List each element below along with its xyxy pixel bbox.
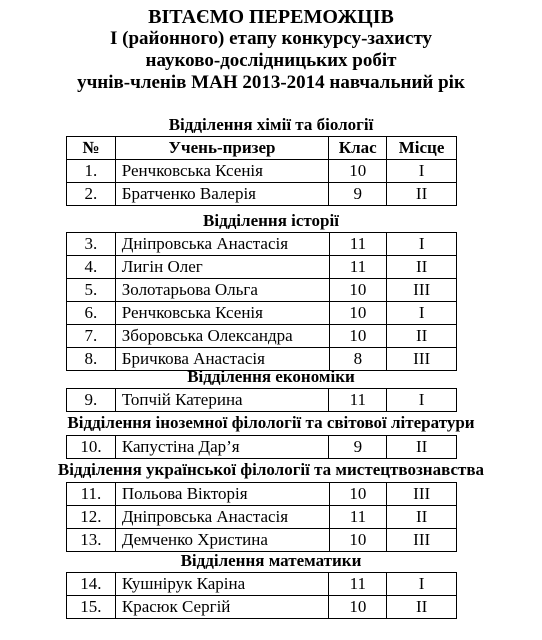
row-number: 1. [67, 160, 116, 183]
student-name: Ренчковська Ксенія [115, 302, 329, 325]
student-name: Лигін Олег [115, 256, 329, 279]
student-place: I [387, 302, 457, 325]
student-class: 9 [329, 183, 387, 206]
student-place: I [387, 573, 457, 596]
row-number: 15. [67, 596, 116, 619]
table-row [67, 596, 457, 619]
row-number: 6. [67, 302, 116, 325]
table-row [67, 573, 457, 596]
student-name: Братченко Валерія [115, 183, 329, 206]
row-number: 10. [67, 436, 116, 459]
student-place: II [387, 183, 457, 206]
results-table [66, 572, 457, 619]
student-name: Капустіна Дар’я [115, 436, 329, 459]
column-header-place: Місце [387, 137, 457, 160]
row-number: 11. [67, 483, 116, 506]
row-number: 12. [67, 506, 116, 529]
table-header-row [67, 137, 457, 160]
student-class: 11 [329, 256, 387, 279]
table-row [67, 183, 457, 206]
student-name: Польова Вікторія [115, 483, 329, 506]
table-row [67, 256, 457, 279]
section-title: Відділення історії [203, 211, 339, 230]
row-number: 13. [67, 529, 116, 552]
table-row [67, 302, 457, 325]
student-name: Кушнірук Каріна [115, 573, 329, 596]
student-place: III [387, 348, 457, 371]
results-table [66, 388, 457, 412]
student-place: II [387, 256, 457, 279]
table-row [67, 483, 457, 506]
results-table [66, 232, 457, 371]
student-class: 10 [329, 279, 387, 302]
student-name: Ренчковська Ксенія [115, 160, 329, 183]
section-title: Відділення української філології та мистецтвознавства [57, 460, 485, 479]
row-number: 4. [67, 256, 116, 279]
results-table [66, 482, 457, 552]
student-class: 10 [329, 302, 387, 325]
results-table [66, 435, 457, 459]
row-number: 9. [67, 389, 116, 412]
row-number: 3. [67, 233, 116, 256]
column-header-student: Учень-призер [115, 137, 329, 160]
section-title: Відділення економіки [187, 367, 355, 386]
student-name: Бричкова Анастасія [115, 348, 329, 371]
student-place: II [387, 436, 457, 459]
table-row [67, 529, 457, 552]
student-place: I [387, 160, 457, 183]
student-name: Красюк Сергій [115, 596, 329, 619]
student-place: III [387, 483, 457, 506]
student-class: 9 [329, 436, 387, 459]
table-row [67, 436, 457, 459]
table-row [67, 233, 457, 256]
student-class: 10 [329, 160, 387, 183]
table-row [67, 389, 457, 412]
column-header-number: № [67, 137, 116, 160]
student-place: II [387, 596, 457, 619]
student-class: 8 [329, 348, 387, 371]
heading-line: І (районного) етапу конкурсу-захисту [109, 28, 433, 49]
student-class: 10 [329, 325, 387, 348]
results-table [66, 136, 457, 206]
student-place: I [387, 389, 457, 412]
row-number: 2. [67, 183, 116, 206]
student-place: I [387, 233, 457, 256]
heading-line: учнів-членів МАН 2013-2014 навчальний рік [77, 72, 465, 93]
student-class: 11 [329, 389, 387, 412]
student-class: 11 [329, 506, 387, 529]
student-name: Золотарьова Ольга [115, 279, 329, 302]
student-place: III [387, 279, 457, 302]
table-row [67, 325, 457, 348]
heading-line: науково-дослідницьких робіт [145, 50, 397, 71]
student-place: II [387, 506, 457, 529]
row-number: 8. [67, 348, 116, 371]
row-number: 5. [67, 279, 116, 302]
document-heading [0, 6, 542, 94]
student-class: 11 [329, 233, 387, 256]
student-place: III [387, 529, 457, 552]
table-row [67, 160, 457, 183]
heading-line: ВІТАЄМО ПЕРЕМОЖЦІВ [148, 6, 394, 28]
student-place: II [387, 325, 457, 348]
section-title: Відділення математики [180, 551, 362, 570]
student-class: 10 [329, 483, 387, 506]
student-name: Топчій Катерина [115, 389, 329, 412]
section-title: Відділення іноземної філології та світової літератури [67, 413, 475, 432]
student-class: 11 [329, 573, 387, 596]
student-name: Дніпровська Анастасія [115, 233, 329, 256]
student-class: 10 [329, 529, 387, 552]
section-title: Відділення хімії та біології [168, 115, 374, 134]
student-name: Демченко Христина [115, 529, 329, 552]
row-number: 7. [67, 325, 116, 348]
student-name: Зборовська Олександра [115, 325, 329, 348]
row-number: 14. [67, 573, 116, 596]
column-header-class: Клас [329, 137, 387, 160]
table-row [67, 506, 457, 529]
table-row [67, 279, 457, 302]
student-name: Дніпровська Анастасія [115, 506, 329, 529]
student-class: 10 [329, 596, 387, 619]
